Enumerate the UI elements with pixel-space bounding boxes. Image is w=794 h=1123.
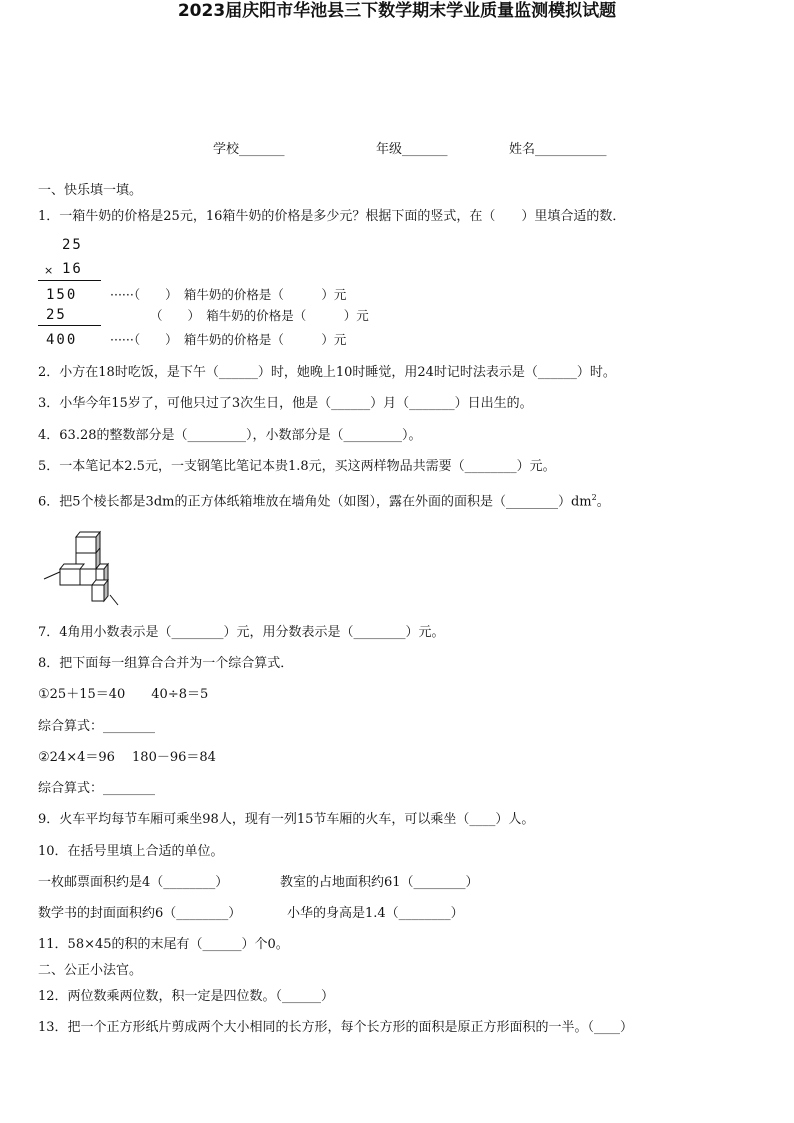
question-6-end: 。 (596, 494, 610, 510)
question-11: 11．58×45的积的末尾有（______）个0。 (38, 937, 289, 952)
cube-stack-figure (40, 527, 125, 609)
page-title: 2023届庆阳市华池县三下数学期末学业质量监测模拟试题 (177, 1, 617, 21)
calc-row-5: 400 (46, 332, 78, 348)
calc-row-3: 150 (46, 287, 78, 303)
calc-label-3: ······（ ） 箱牛奶的价格是（ ）元 (110, 332, 347, 347)
question-13: 13．把一个正方形纸片剪成两个大小相同的长方形，每个长方形的面积是原正方形面积的一半。（____） (38, 1020, 634, 1035)
grade-field: 年级_______ (376, 142, 448, 157)
section-1-heading: 一、快乐填一填。 (38, 183, 143, 198)
calc-row-2: 16 (62, 261, 83, 277)
calc-label-1: ······（ ） 箱牛奶的价格是（ ）元 (110, 287, 347, 302)
question-8: 8．把下面每一组算合合并为一个综合算式． (38, 656, 294, 671)
cube-upper-front (76, 537, 96, 553)
times-sign: × (44, 264, 54, 277)
question-8-group-2: ②24×4＝96 180－96＝84 (38, 750, 216, 765)
question-5: 5．一本笔记本2.5元，一支钢笔比笔记本贵1.8元，买这两样物品共需要（________）元。 (38, 459, 556, 474)
question-6-superscript: 2 (591, 493, 597, 502)
cube-left-top (60, 564, 84, 569)
question-2: 2．小方在18时吃饭，是下午（______）时，她晚上10时睡觉，用24时记时法表示是（______）时。 (38, 365, 616, 380)
question-4: 4．63.28的整数部分是（_________），小数部分是（_________）。 (38, 428, 422, 443)
cube-front-bottom (92, 585, 104, 601)
question-1: 1．一箱牛奶的价格是25元，16箱牛奶的价格是多少元？根据下面的竖式，在（ ）里填合适的数． (38, 209, 626, 224)
school-field: 学校_______ (213, 142, 285, 157)
wall-line-left (44, 571, 62, 579)
question-8-answer-2: 综合算式：________ (38, 781, 156, 796)
cube-left-front (60, 569, 80, 585)
question-7: 7．4角用小数表示是（________）元，用分数表示是（________）元。 (38, 625, 445, 640)
question-10: 10．在括号里填上合适的单位。 (38, 844, 224, 859)
question-10-b: 教室的占地面积约61（________） (280, 875, 479, 890)
question-8-group-1: ①25＋15＝40 40÷8＝5 (38, 687, 209, 702)
section-2-heading: 二、公正小法官。 (38, 963, 143, 978)
calc-row-1: 25 (62, 237, 83, 253)
wall-line-bottom (110, 595, 118, 605)
name-field: 姓名___________ (509, 142, 607, 157)
calc-line-1 (38, 280, 101, 281)
question-6 (38, 490, 610, 510)
question-8-answer-1: 综合算式：________ (38, 719, 156, 734)
question-9: 9．火车平均每节车厢可乘坐98人，现有一列15节车厢的火车，可以乘坐（____）人。 (38, 812, 535, 827)
question-3: 3．小华今年15岁了，可他只过了3次生日，他是（______）月（_______）日出生的。 (38, 396, 533, 411)
calc-line-2 (38, 325, 101, 326)
question-10-d: 小华的身高是1.4（________） (287, 906, 464, 921)
question-10-a: 一枚邮票面积约是4（________） (38, 875, 229, 890)
calc-label-2: （ ） 箱牛奶的价格是（ ）元 (150, 308, 369, 323)
question-12: 12．两位数乘两位数，积一定是四位数。（______） (38, 989, 335, 1004)
question-6-text: 6．把5个棱长都是3dm的正方体纸箱堆放在墙角处（如图），露在外面的面积是（________）dm (38, 494, 592, 510)
calc-row-4: 25 (46, 307, 67, 323)
question-10-c: 数学书的封面面积约6（________） (38, 906, 242, 921)
